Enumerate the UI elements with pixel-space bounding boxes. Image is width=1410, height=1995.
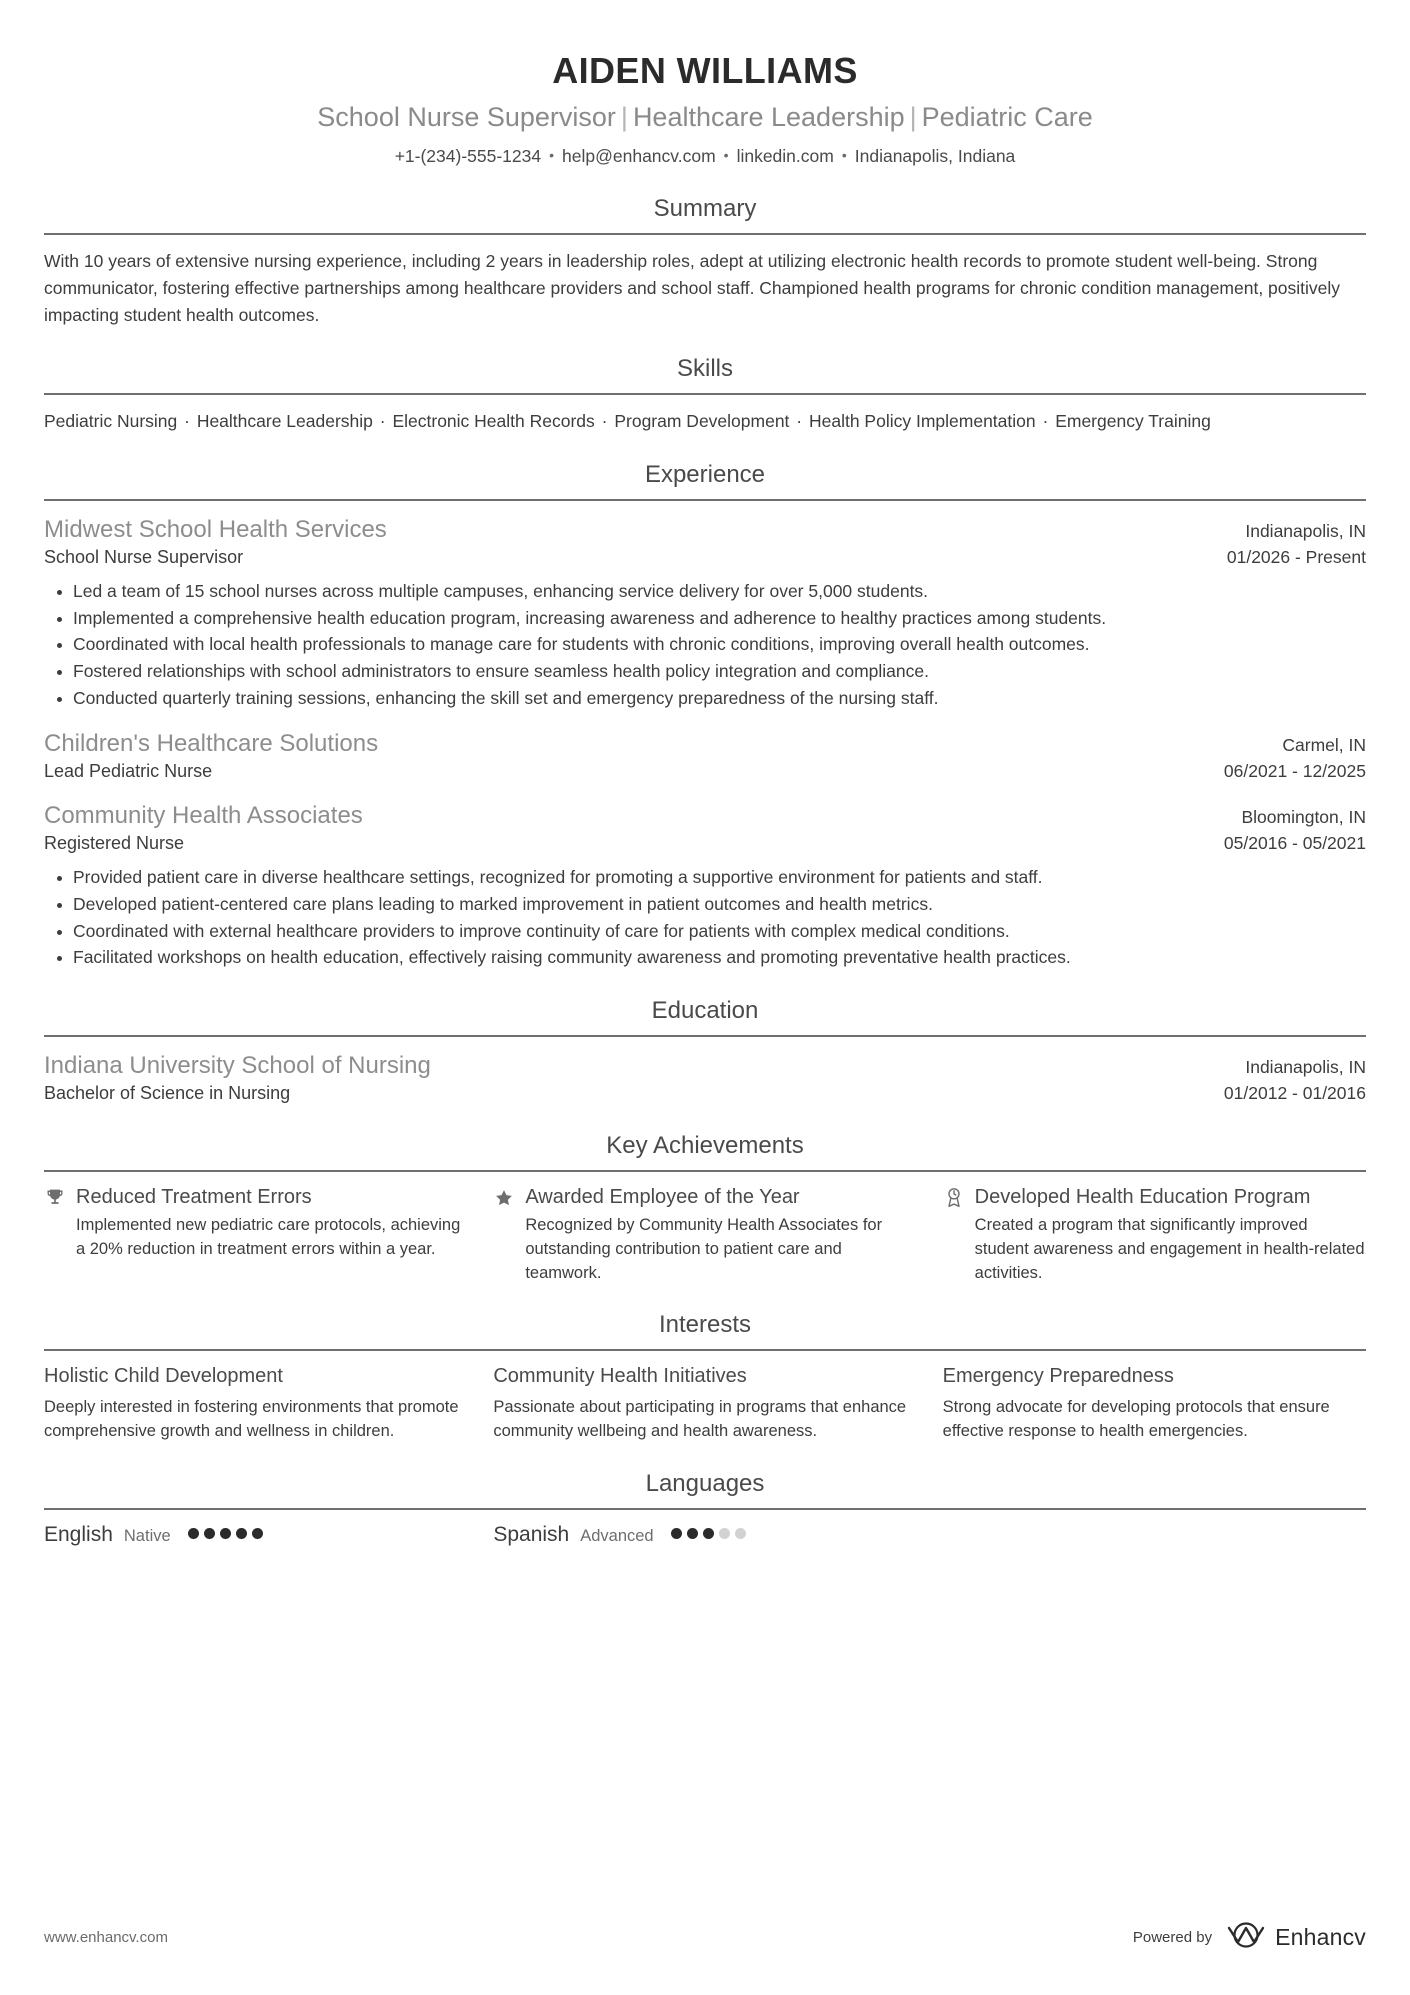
entry-org-row (44, 514, 1366, 545)
education-entries (44, 1037, 1366, 1106)
skill-separator: · (596, 410, 613, 431)
entry-role-row (44, 759, 1366, 784)
achievement-title: Awarded Employee of the Year (525, 1185, 800, 1208)
experience-bullets (44, 865, 1366, 972)
proficiency-dot (252, 1528, 263, 1539)
entry-org-row (44, 728, 1366, 759)
experience-location: Bloomington, IN (1241, 806, 1366, 827)
section-title-key-achievements: Key Achievements (606, 1131, 804, 1159)
entry-degree-row (44, 1081, 1366, 1106)
contact-line (44, 144, 1366, 169)
achievement-card (493, 1185, 916, 1286)
education-entry (44, 1050, 1366, 1106)
experience-entry (44, 514, 1366, 712)
achievement-header (493, 1185, 916, 1209)
proficiency-dot (719, 1528, 730, 1539)
section-key-achievements (44, 1132, 1366, 1286)
interest-title: Emergency Preparedness (942, 1365, 1174, 1388)
proficiency-dot (236, 1528, 247, 1539)
section-title-summary: Summary (653, 194, 757, 222)
proficiency-dot (188, 1528, 199, 1539)
footer-url[interactable]: www.enhancv.com (44, 1929, 168, 1946)
interest-card (493, 1364, 916, 1444)
experience-organization: Children's Healthcare Solutions (44, 730, 379, 758)
contact-separator-1: • (723, 147, 729, 164)
bullet-item: Developed patient-centered care plans leading to marked improvement in patient outcomes and health metrics. (44, 892, 1366, 918)
experience-role: School Nurse Supervisor (44, 547, 244, 568)
contact-phone: +1-(234)-555-1234 (394, 146, 542, 167)
achievement-cards (44, 1172, 1366, 1286)
experience-dates: 01/2026 - Present (1226, 547, 1366, 568)
skills-list (44, 408, 1366, 435)
summary-text: With 10 years of extensive nursing experience, including 2 years in leadership roles, adept at utilizing electronic health records to promote student well-being. Strong communicator, fostering effective partnerships among healthcare providers and school staff. Championed health programs for chronic condition management, positively impacting student health outcomes. (44, 250, 1341, 325)
experience-entries (44, 501, 1366, 971)
achievement-card (943, 1185, 1366, 1286)
award-ribbon-icon (943, 1185, 965, 1209)
experience-location: Indianapolis, IN (1245, 520, 1366, 541)
entry-role-row (44, 545, 1366, 570)
experience-dates: 05/2016 - 05/2021 (1223, 833, 1366, 854)
bullet-item: Provided patient care in diverse healthcare settings, recognized for promoting a supportive environment for patients and staff. (44, 865, 1366, 891)
achievement-description: Created a program that significantly improved student awareness and engagement in health-related activities. (974, 1215, 1365, 1282)
resume-header (44, 40, 1366, 169)
interest-title: Holistic Child Development (44, 1365, 283, 1388)
education-dates: 01/2012 - 01/2016 (1223, 1083, 1366, 1104)
achievement-description: Implemented new pediatric care protocols, achieving a 20% reduction in treatment errors within a year. (76, 1215, 461, 1258)
section-title-skills: Skills (676, 355, 733, 383)
section-languages (44, 1470, 1366, 1547)
skill-separator: · (179, 410, 195, 431)
experience-dates: 06/2021 - 12/2025 (1223, 761, 1366, 782)
skill-item: Pediatric Nursing (44, 410, 178, 431)
bullet-item: Led a team of 15 school nurses across multiple campuses, enhancing service delivery for over 5,000 students. (44, 579, 1366, 605)
interest-card (44, 1364, 467, 1444)
headline-divider-0: | (620, 102, 628, 132)
bullet-item: Fostered relationships with school administrators to ensure seamless health policy integration and compliance. (44, 659, 1366, 685)
language-items (44, 1510, 1366, 1547)
skill-separator: · (791, 410, 807, 431)
education-location: Indianapolis, IN (1245, 1057, 1366, 1078)
contact-location: Indianapolis, Indiana (854, 146, 1016, 167)
language-item (493, 1523, 916, 1547)
section-experience (44, 461, 1366, 971)
interest-title: Community Health Initiatives (493, 1365, 747, 1388)
language-name: English (44, 1522, 113, 1546)
achievement-description: Recognized by Community Health Associates for outstanding contribution to patient care and teamwork. (525, 1215, 883, 1282)
proficiency-dot (671, 1528, 682, 1539)
achievement-header (943, 1185, 1366, 1209)
language-level: Native (123, 1526, 171, 1545)
contact-email[interactable]: help@enhancv.com (562, 146, 716, 167)
candidate-name: AIDEN WILLIAMS (552, 50, 858, 91)
achievement-card (44, 1185, 467, 1286)
headline-part-0: School Nurse Supervisor (317, 102, 616, 132)
education-degree: Bachelor of Science in Nursing (44, 1083, 291, 1104)
skill-separator: · (1037, 410, 1054, 431)
section-summary (44, 195, 1366, 329)
skill-item: Emergency Training (1055, 410, 1211, 431)
enhancv-logo-icon (1225, 1922, 1267, 1953)
proficiency-dot (703, 1528, 714, 1539)
interest-cards (44, 1351, 1366, 1444)
proficiency-dot (204, 1528, 215, 1539)
language-name: Spanish (493, 1522, 570, 1546)
interest-description: Deeply interested in fostering environments that promote comprehensive growth and wellness in children. (44, 1398, 459, 1441)
interest-description: Strong advocate for developing protocols that ensure effective response to health emergencies. (942, 1398, 1330, 1441)
contact-linkedin[interactable]: linkedin.com (736, 146, 834, 167)
trophy-icon (44, 1185, 66, 1209)
section-skills (44, 355, 1366, 435)
resume-footer (44, 1922, 1366, 1953)
experience-role: Lead Pediatric Nurse (44, 761, 213, 782)
section-title-interests: Interests (658, 1311, 752, 1339)
section-interests (44, 1311, 1366, 1444)
powered-by-label: Powered by (1132, 1929, 1213, 1946)
interest-card (943, 1364, 1366, 1444)
bullet-item: Implemented a comprehensive health education program, increasing awareness and adherence to healthy practices among students. (44, 606, 1366, 632)
proficiency-dot (735, 1528, 746, 1539)
entry-role-row (44, 831, 1366, 856)
experience-bullets (44, 579, 1366, 712)
star-icon (493, 1185, 515, 1209)
headline-part-2: Pediatric Care (921, 102, 1093, 132)
language-item (44, 1523, 467, 1547)
headline-divider-1: | (909, 102, 917, 132)
interest-description: Passionate about participating in programs that enhance community wellbeing and health awareness. (493, 1398, 907, 1441)
enhancv-brand-name: Enhancv (1275, 1924, 1366, 1950)
skill-separator: · (374, 410, 391, 431)
entry-org-row (44, 1050, 1366, 1081)
section-title-languages: Languages (645, 1470, 765, 1498)
bullet-item: Coordinated with local health professionals to manage care for students with chronic conditions, improving overall health outcomes. (44, 632, 1366, 658)
skill-item: Program Development (614, 410, 790, 431)
experience-entry (44, 800, 1366, 971)
bullet-item: Facilitated workshops on health education, effectively raising community awareness and promoting preventative health practices. (44, 945, 1366, 971)
achievement-header (44, 1185, 467, 1209)
section-education (44, 997, 1366, 1106)
section-title-experience: Experience (644, 461, 766, 489)
achievement-title: Reduced Treatment Errors (76, 1185, 312, 1208)
enhancv-brand (1225, 1922, 1366, 1953)
entry-org-row (44, 800, 1366, 831)
education-organization: Indiana University School of Nursing (44, 1052, 431, 1080)
experience-organization: Midwest School Health Services (44, 515, 387, 543)
bullet-item: Coordinated with external healthcare providers to improve continuity of care for patients with complex medical conditions. (44, 919, 1366, 945)
proficiency-dot (687, 1528, 698, 1539)
bullet-item: Conducted quarterly training sessions, enhancing the skill set and emergency preparedness of the nursing staff. (44, 686, 1366, 712)
language-proficiency-dots (671, 1528, 746, 1539)
language-level: Advanced (580, 1526, 654, 1545)
language-proficiency-dots (188, 1528, 263, 1539)
skill-item: Health Policy Implementation (808, 410, 1036, 431)
contact-separator-0: • (549, 147, 555, 164)
experience-organization: Community Health Associates (44, 801, 363, 829)
headline-part-1: Healthcare Leadership (632, 102, 905, 132)
skill-item: Electronic Health Records (392, 410, 595, 431)
experience-location: Carmel, IN (1282, 735, 1366, 756)
experience-role: Registered Nurse (44, 833, 185, 854)
experience-entry (44, 728, 1366, 784)
achievement-title: Developed Health Education Program (974, 1185, 1311, 1208)
section-title-education: Education (651, 997, 759, 1025)
contact-separator-2: • (841, 147, 847, 164)
candidate-headline (44, 99, 1366, 135)
proficiency-dot (220, 1528, 231, 1539)
skill-item: Healthcare Leadership (196, 410, 373, 431)
